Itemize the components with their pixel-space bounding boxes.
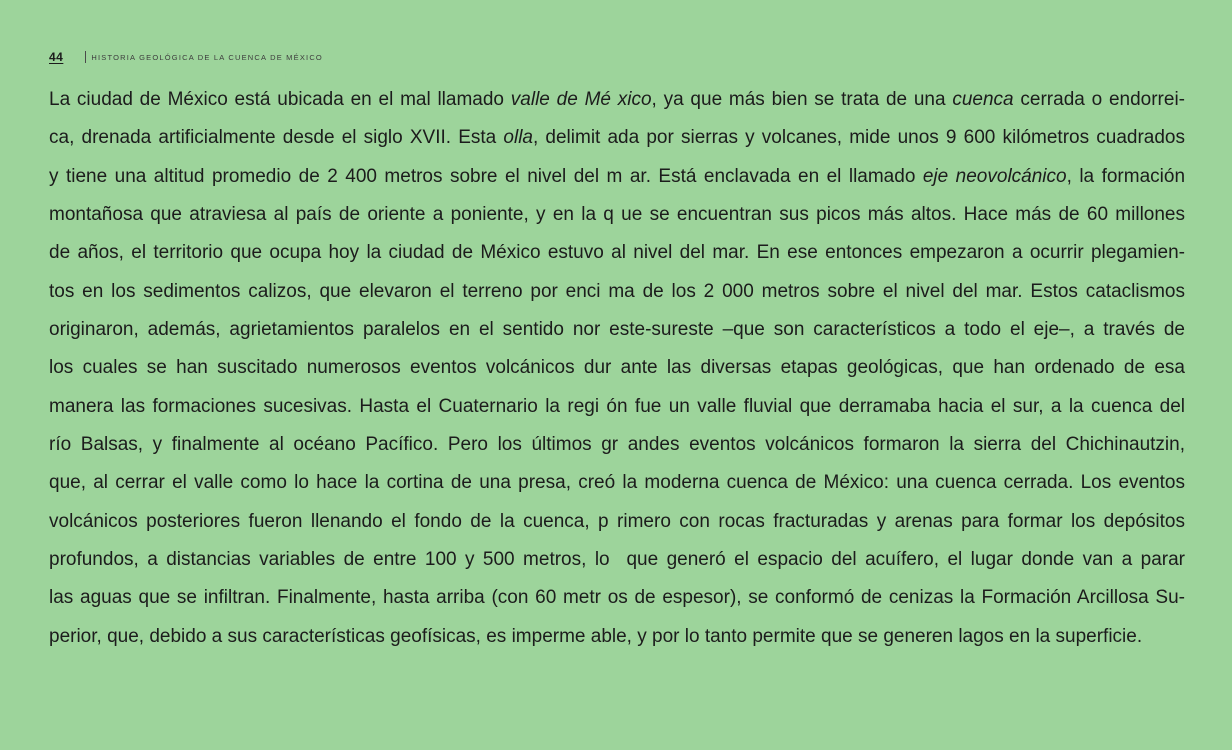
paragraph-line [49, 388, 1185, 426]
text-segment: La ciudad de México está ubicada en el mal llamado [49, 89, 511, 110]
italic-term: eje neovolcánico [922, 165, 1067, 187]
paragraph-line [49, 311, 1185, 349]
italic-term: olla [503, 127, 533, 149]
text-segment: profundos, a distancias variables de entre 100 y 500 metros, lo que generó el espacio del acuífero, el lugar donde van a parar [49, 549, 1185, 571]
paragraph-line [49, 541, 1185, 579]
running-head [49, 50, 323, 64]
text-segment: los cuales se han suscitado numerosos eventos volcánicos dur ante las diversas etapas geológicas, que han ordenado de esa [49, 357, 1185, 379]
paragraph-line [49, 426, 1185, 464]
text-segment: originaron, además, agrietamientos paralelos en el sentido nor este-sureste –que son característicos a todo el eje–, a través de [49, 319, 1185, 341]
paragraph-line [49, 503, 1185, 541]
running-title: HISTORIA GEOLÓGICA DE LA CUENCA DE MÉXICO [91, 52, 323, 62]
text-segment: manera las formaciones sucesivas. Hasta el Cuaternario la regi ón fue un valle fluvial que derramaba hacia el sur, a la cuenca del [49, 395, 1185, 417]
italic-term: cuenca [952, 89, 1014, 110]
page-number: 44 [49, 50, 64, 64]
text-segment: tos en los sedimentos calizos, que elevaron el terreno por enci ma de los 2 000 metros sobre el nivel del mar. Estos cataclismos [49, 280, 1185, 302]
text-segment: volcánicos posteriores fueron llenando el fondo de la cuenca, p rimero con rocas fracturadas y arenas para formar los depósitos [49, 510, 1185, 532]
body-paragraph [49, 81, 1185, 656]
text-segment: , la formación [1066, 165, 1185, 187]
paragraph-line [49, 119, 1185, 157]
italic-term: valle de Mé xico [510, 89, 652, 110]
text-segment: de años, el territorio que ocupa hoy la ciudad de México estuvo al nivel del mar. En ese entonces empezaron a ocurrir plegamien- [49, 242, 1185, 264]
paragraph-line [49, 158, 1185, 196]
text-segment: , ya que más bien se trata de una [651, 89, 953, 110]
text-segment: río Balsas, y finalmente al océano Pacífico. Pero los últimos gr andes eventos volcánicos formaron la sierra del Chichinautzin, [49, 434, 1185, 456]
paragraph-line [49, 579, 1185, 617]
paragraph-line [49, 234, 1185, 272]
text-segment: perior, que, debido a sus características geofísicas, es imperme able, y por lo tanto permite que se generen lagos en la superficie. [49, 625, 1143, 647]
text-segment: las aguas que se infiltran. Finalmente, hasta arriba (con 60 metr os de espesor), se conformó de cenizas la Formación Arcillosa Su- [49, 587, 1185, 609]
paragraph-line [49, 464, 1185, 502]
text-segment: que, al cerrar el valle como lo hace la cortina de una presa, creó la moderna cuenca de México: una cuenca cerrada. Los eventos [49, 472, 1185, 494]
text-segment: y tiene una altitud promedio de 2 400 metros sobre el nivel del m ar. Está enclavada en el llamado [49, 165, 923, 187]
text-segment: , delimit ada por sierras y volcanes, mide unos 9 600 kilómetros cuadrados [532, 127, 1185, 149]
paragraph-line [49, 196, 1185, 234]
paragraph-line [49, 349, 1185, 387]
header-divider [85, 51, 86, 63]
text-segment: cerrada o endorrei- [1013, 89, 1185, 110]
paragraph-line [49, 618, 1185, 656]
text-segment: montañosa que atraviesa al país de oriente a poniente, y en la q ue se encuentran sus picos más altos. Hace más de 60 millones [49, 204, 1185, 226]
text-segment: ca, drenada artificialmente desde el siglo XVII. Esta [49, 127, 504, 149]
paragraph-line [49, 81, 1185, 119]
paragraph-line [49, 273, 1185, 311]
